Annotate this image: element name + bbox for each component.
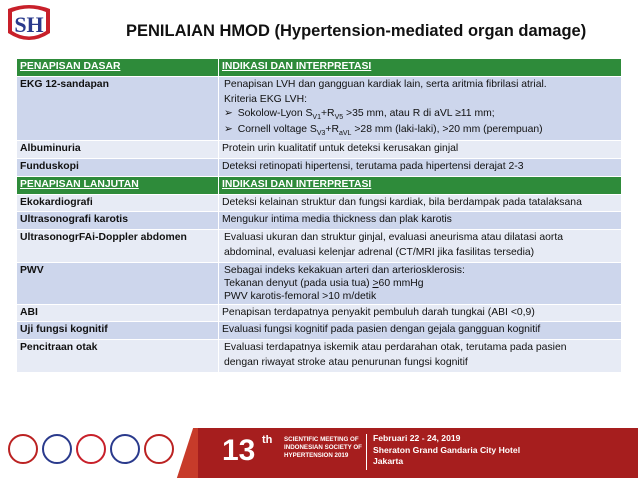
kidney-logo-icon bbox=[76, 434, 106, 464]
header-text: INDIKASI DAN INTERPRETASI bbox=[222, 61, 372, 72]
crit-text: +R bbox=[325, 124, 339, 136]
event-info bbox=[373, 433, 520, 468]
event-date: Februari 22 - 24, 2019 bbox=[373, 433, 461, 443]
event-city: Jakarta bbox=[373, 456, 404, 467]
society-logo-icon bbox=[8, 434, 38, 464]
section-header-row bbox=[17, 59, 622, 77]
ekg-criterion bbox=[222, 107, 618, 123]
crit-text: Cornell voltage S bbox=[237, 124, 317, 136]
section-header-interpretation bbox=[219, 59, 622, 77]
table-row bbox=[17, 212, 622, 230]
exam-name: Uji fungsi kognitif bbox=[17, 322, 219, 340]
exam-interpretation bbox=[219, 340, 622, 373]
exam-interpretation bbox=[219, 262, 622, 304]
pwv-line: PWV karotis-femoral >10 m/detik bbox=[224, 290, 377, 302]
exam-interpretation: Penapisan terdapatnya penyakit pembuluh darah tungkai (ABI <0,9) bbox=[219, 304, 622, 322]
exam-interpretation: Mengukur intima media thickness dan plak karotis bbox=[219, 212, 622, 230]
table-row bbox=[17, 141, 622, 159]
ekg-criterion bbox=[222, 123, 618, 139]
exam-name: ABI bbox=[17, 304, 219, 322]
meeting-number: 13 bbox=[222, 434, 256, 467]
table-row bbox=[17, 322, 622, 340]
meeting-name: SCIENTIFIC MEETING OF INDONESIAN SOCIETY OF HYPERTENSION 2019 bbox=[284, 436, 362, 459]
pwv-text: Tekanan denyut (pada usia tua) bbox=[224, 277, 373, 289]
exam-name: Ultrasonografi karotis bbox=[17, 212, 219, 230]
svg-text:SH: SH bbox=[14, 12, 44, 37]
footer-banner bbox=[0, 424, 638, 479]
interp-line: abdominal, evaluasi kelenjar adrenal (CT/MRI jika fasilitas tersedia) bbox=[224, 246, 535, 258]
exam-interpretation bbox=[219, 76, 622, 141]
crit-text: Sokolow-Lyon S bbox=[237, 108, 313, 120]
header-text: PENAPISAN LANJUTAN bbox=[20, 178, 139, 190]
table-row bbox=[17, 304, 622, 322]
crit-sub: V5 bbox=[334, 114, 344, 122]
header-text: INDIKASI DAN INTERPRETASI bbox=[222, 178, 372, 190]
heart-logo-icon bbox=[110, 434, 140, 464]
table-row bbox=[17, 76, 622, 141]
crit-text: >28 mm (laki-laki), >20 mm (perempuan) bbox=[351, 124, 543, 136]
ekg-line: Kriteria EKG LVH: bbox=[224, 93, 307, 105]
table-row bbox=[17, 230, 622, 263]
section-header-label bbox=[17, 59, 219, 77]
section-header-label bbox=[17, 176, 219, 194]
crit-text: +R bbox=[320, 108, 335, 120]
slide-title: PENILAIAN HMOD (Hypertension-mediated organ damage) bbox=[126, 22, 587, 40]
crit-sub: V1 bbox=[312, 114, 321, 122]
meeting-number-suffix: th bbox=[262, 434, 273, 446]
table-row bbox=[17, 262, 622, 304]
crit-sub: V3 bbox=[316, 130, 326, 138]
exam-name: Albuminuria bbox=[17, 141, 219, 159]
crit-sub: aVL bbox=[339, 130, 352, 138]
exam-name: UltrasonogrFAi-Doppler abdomen bbox=[17, 230, 219, 263]
crit-text: >35 mm, atau R di aVL ≥11 mm; bbox=[343, 108, 495, 120]
exam-name: Pencitraan otak bbox=[17, 340, 219, 373]
exam-interpretation: Evaluasi fungsi kognitif pada pasien dengan gejala gangguan kognitif bbox=[219, 322, 622, 340]
exam-name: Ekokardiografi bbox=[17, 194, 219, 212]
interp-line: dengan riwayat stroke atau penurunan fungsi kognitif bbox=[224, 356, 468, 368]
exam-name: Funduskopi bbox=[17, 159, 219, 177]
interp-line: Evaluasi terdapatnya iskemik atau perdarahan otak, terutama pada pasien bbox=[224, 342, 567, 354]
table-row bbox=[17, 340, 622, 373]
bullet-icon: ➢ bbox=[224, 124, 233, 136]
table-row bbox=[17, 159, 622, 177]
ekg-line: Penapisan LVH dan gangguan kardiak lain, serta aritmia fibrilasi atrial. bbox=[224, 78, 547, 90]
exam-interpretation bbox=[219, 230, 622, 263]
pwv-line bbox=[222, 277, 618, 290]
association-logo-icon bbox=[42, 434, 72, 464]
partner-logo-icon bbox=[144, 434, 174, 464]
interp-line: Evaluasi ukuran dan struktur ginjal, evaluasi aneurisma atau dilatasi aorta bbox=[224, 232, 564, 244]
exam-name: PWV bbox=[17, 262, 219, 304]
section-header-row bbox=[17, 176, 622, 194]
exam-interpretation: Deteksi retinopati hipertensi, terutama pada hipertensi derajat 2-3 bbox=[219, 159, 622, 177]
inash-logo bbox=[4, 3, 54, 45]
exam-name: EKG 12-sandapan bbox=[17, 76, 219, 141]
exam-interpretation: Protein urin kualitatif untuk deteksi kerusakan ginjal bbox=[219, 141, 622, 159]
hmod-table bbox=[16, 58, 622, 373]
bullet-icon: ➢ bbox=[224, 108, 233, 120]
pwv-text: 60 mmHg bbox=[378, 277, 424, 289]
exam-interpretation: Deteksi kelainan struktur dan fungsi kardiak, bila berdampak pada tatalaksana bbox=[219, 194, 622, 212]
pwv-text: > bbox=[372, 277, 379, 289]
table-row bbox=[17, 194, 622, 212]
pwv-line: Sebagai indeks kekakuan arteri dan arteriosklerosis: bbox=[224, 264, 465, 276]
section-header-interpretation bbox=[219, 176, 622, 194]
header-text: PENAPISAN DASAR bbox=[20, 61, 121, 72]
event-venue: Sheraton Grand Gandaria City Hotel bbox=[373, 444, 521, 455]
